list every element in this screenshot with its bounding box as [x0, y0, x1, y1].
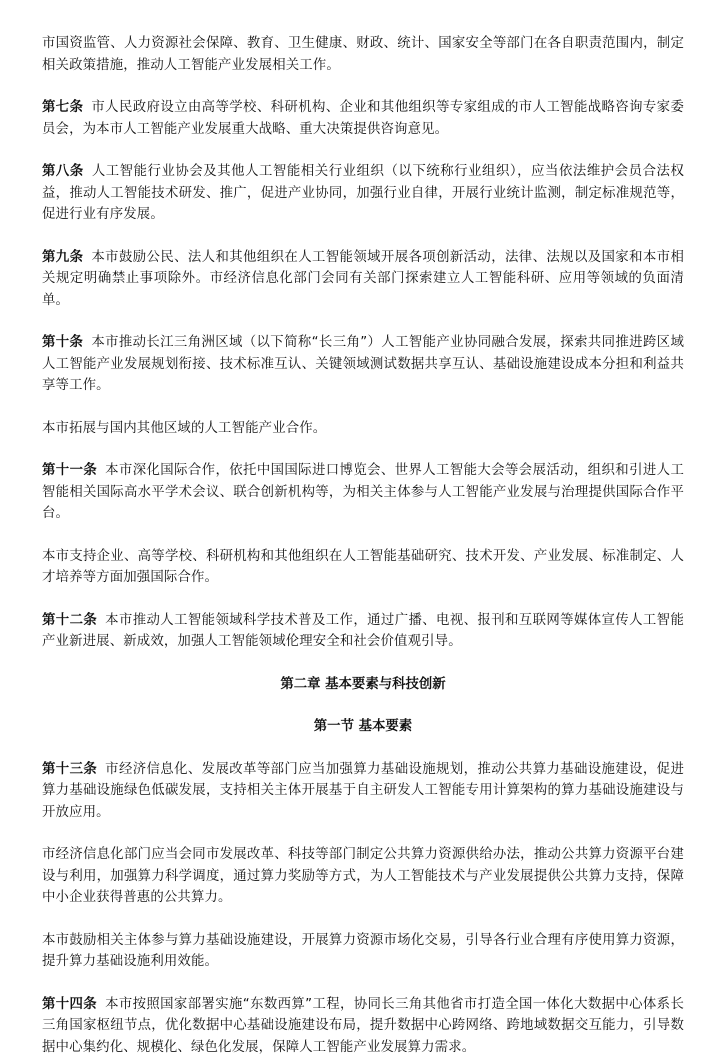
- paragraph-text: 市人民政府设立由高等学校、科研机构、企业和其他组织等专家组成的市人工智能战略咨询专家委员会，为本市人工智能产业发展重大战略、重大决策提供咨询意见。: [42, 100, 684, 137]
- article-label: 第十一条: [42, 463, 97, 478]
- paragraph-text: 本市按照国家部署实施“东数西算”工程，协同长三角其他省市打造全国一体化大数据中心体系长三角国家枢纽节点，优化数据中心基础设施建设布局，提升数据中心跨网络、跨地域数据交互能力，引导数据中心集约化、规模化、绿色化发展，保障人工智能产业发展算力需求。: [42, 997, 684, 1055]
- article-8: [42, 161, 684, 226]
- article-14: [42, 994, 684, 1058]
- paragraph-text: 本市推动人工智能领域科学技术普及工作，通过广播、电视、报刊和互联网等媒体宣传人工智能产业新进展、新成效，加强人工智能领域伦理安全和社会价值观引导。: [42, 613, 684, 650]
- article-13-para-3: [42, 930, 684, 973]
- article-label: 第八条: [42, 164, 84, 179]
- article-11-para-2: [42, 546, 684, 589]
- article-10-para-2: [42, 418, 684, 440]
- paragraph-0: [42, 33, 684, 76]
- paragraph-text: 市经济信息化部门应当会同市发展改革、科技等部门制定公共算力资源供给办法，推动公共算力资源平台建设与利用，加强算力科学调度，通过算力奖励等方式，为人工智能技术与产业发展提供公共算力支持，保障中小企业获得普惠的公共算力。: [42, 847, 684, 905]
- article-label: 第十三条: [42, 762, 97, 777]
- paragraph-text: 本市深化国际合作，依托中国国际进口博览会、世界人工智能大会等会展活动，组织和引进人工智能相关国际高水平学术会议、联合创新机构等，为相关主体参与人工智能产业发展与治理提供国际合作平台。: [42, 463, 684, 521]
- paragraph-text: 本市拓展与国内其他区域的人工智能产业合作。: [42, 421, 326, 436]
- article-label: 第七条: [42, 100, 83, 115]
- article-label: 第十条: [42, 335, 83, 350]
- paragraph-text: 本市鼓励公民、法人和其他组织在人工智能领域开展各项创新活动，法律、法规以及国家和本市相关规定明确禁止事项除外。市经济信息化部门会同有关部门探索建立人工智能科研、应用等领域的负面清单。: [42, 250, 684, 308]
- paragraph-text: 本市鼓励相关主体参与算力基础设施建设，开展算力资源市场化交易，引导各行业合理有序使用算力资源，提升算力基础设施利用效能。: [42, 933, 684, 970]
- paragraph-text: 市经济信息化、发展改革等部门应当加强算力基础设施规划，推动公共算力基础设施建设，促进算力基础设施绿色低碳发展，支持相关主体开展基于自主研发人工智能专用计算架构的算力基础设施建设与开放应用。: [42, 762, 684, 820]
- article-9: [42, 247, 684, 312]
- article-label: 第十二条: [42, 613, 97, 628]
- article-13: [42, 759, 684, 824]
- paragraph-text: 本市推动长江三角洲区域（以下简称“长三角”）人工智能产业协同融合发展，探索共同推进跨区域人工智能产业发展规划衔接、技术标准互认、关键领域测试数据共享互认、基础设施建设成本分担和利益共享等工作。: [42, 335, 684, 393]
- article-13-para-2: [42, 844, 684, 909]
- paragraph-text: 市国资监管、人力资源社会保障、教育、卫生健康、财政、统计、国家安全等部门在各自职责范围内，制定相关政策措施，推动人工智能产业发展相关工作。: [42, 36, 684, 73]
- section-heading: 第一节 基本要素: [42, 716, 684, 738]
- chapter-heading: 第二章 基本要素与科技创新: [42, 674, 684, 696]
- article-label: 第十四条: [42, 997, 97, 1012]
- paragraph-text: 人工智能行业协会及其他人工智能相关行业组织（以下统称行业组织），应当依法维护会员合法权益，推动人工智能技术研发、推广，促进产业协同，加强行业自律，开展行业统计监测，制定标准规范等，促进行业有序发展。: [42, 164, 684, 222]
- article-11: [42, 460, 684, 525]
- article-10: [42, 332, 684, 397]
- article-12: [42, 610, 684, 653]
- article-7: [42, 97, 684, 140]
- article-label: 第九条: [42, 250, 83, 265]
- paragraph-text: 本市支持企业、高等学校、科研机构和其他组织在人工智能基础研究、技术开发、产业发展、标准制定、人才培养等方面加强国际合作。: [42, 549, 684, 586]
